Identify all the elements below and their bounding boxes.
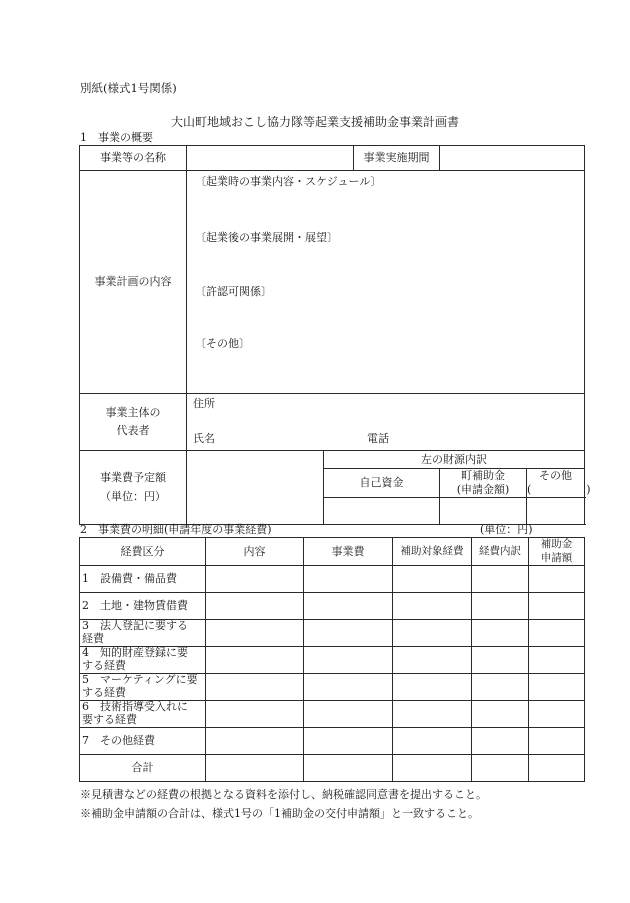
header-content: 内容 <box>206 538 304 566</box>
expense-category-line2: する経費 <box>82 686 126 699</box>
header-project-cost: 事業費 <box>304 538 393 566</box>
header-subsidy-request <box>529 538 585 566</box>
expense-value-cell[interactable] <box>529 647 585 674</box>
period-field[interactable] <box>440 146 585 171</box>
expense-value-cell[interactable] <box>529 620 585 647</box>
expense-category-line1: 1 設備費・備品費 <box>82 571 177 585</box>
business-overview-table <box>79 145 591 525</box>
expense-category-line1: 3 法人登記に要する <box>82 619 188 633</box>
plan-item-other: 〔その他〕 <box>195 337 250 350</box>
representative-label-line2: 代表者 <box>116 424 150 437</box>
table-row <box>80 620 585 647</box>
expense-value-cell[interactable] <box>206 566 304 593</box>
town-subsidy-field[interactable] <box>440 497 527 524</box>
header-eligible-cost: 補助対象経費 <box>393 538 472 566</box>
expense-value-cell[interactable] <box>393 647 472 674</box>
total-cell[interactable] <box>393 755 472 782</box>
period-label: 事業実施期間 <box>354 146 440 171</box>
expense-value-cell[interactable] <box>529 674 585 701</box>
town-subsidy-line1: 町補助金 <box>461 469 505 482</box>
expense-value-cell[interactable] <box>393 701 472 728</box>
budget-label-line2: （単位：円） <box>100 490 166 504</box>
expense-category-line2: 要する経費 <box>82 713 137 726</box>
representative-field[interactable] <box>187 394 585 451</box>
other-funds-line1: その他 <box>539 469 572 482</box>
expense-category-cell <box>80 620 206 647</box>
expense-value-cell[interactable] <box>472 647 529 674</box>
expense-category-cell <box>80 701 206 728</box>
expense-category-cell <box>80 647 206 674</box>
expense-value-cell[interactable] <box>206 620 304 647</box>
document-title: 大山町地域おこし協力隊等起業支援補助金事業計画書 <box>170 115 459 129</box>
expense-value-cell[interactable] <box>304 674 393 701</box>
name-label: 氏名 <box>193 432 215 445</box>
expense-value-cell[interactable] <box>304 647 393 674</box>
expense-value-cell[interactable] <box>529 701 585 728</box>
expense-value-cell[interactable] <box>393 620 472 647</box>
address-label: 住所 <box>193 397 215 410</box>
plan-content-field[interactable] <box>187 171 585 394</box>
own-funds-label: 自己資金 <box>324 469 440 498</box>
total-label: 合計 <box>80 755 206 782</box>
expense-value-cell[interactable] <box>472 593 529 620</box>
representative-label <box>80 394 187 451</box>
expense-value-cell[interactable] <box>529 593 585 620</box>
total-cell[interactable] <box>304 755 393 782</box>
header-subsidy-line2: 申請額 <box>540 551 573 564</box>
expense-value-cell[interactable] <box>472 728 529 755</box>
business-name-field[interactable] <box>187 146 354 171</box>
expense-value-cell[interactable] <box>393 674 472 701</box>
own-funds-field[interactable] <box>324 497 440 524</box>
total-cell[interactable] <box>529 755 585 782</box>
expense-value-cell[interactable] <box>304 728 393 755</box>
budget-amount-field[interactable] <box>187 451 324 525</box>
expense-category-line1: 4 知的財産登録に要 <box>82 646 188 660</box>
plan-item-startup: 〔起業時の事業内容・スケジュール〕 <box>195 175 382 188</box>
plan-item-permits: 〔許認可関係〕 <box>195 285 272 298</box>
section2-unit: (単位：円) <box>480 523 533 536</box>
budget-label-line1: 事業費予定額 <box>100 470 166 484</box>
expense-value-cell[interactable] <box>206 674 304 701</box>
note-attachments: ※見積書などの経費の根拠となる資料を添付し、納税確認同意書を提出すること。 <box>80 788 487 801</box>
budget-label <box>80 451 187 525</box>
total-cell[interactable] <box>206 755 304 782</box>
table-row <box>80 728 585 755</box>
section2-heading: 2 事業費の明細(申請年度の事業経費) <box>80 523 272 536</box>
expense-value-cell[interactable] <box>304 701 393 728</box>
phone-label: 電話 <box>367 432 389 445</box>
other-funds-label <box>527 469 591 498</box>
expense-category-line1: 5 マーケティングに要 <box>82 673 198 687</box>
expense-category-line2: 経費 <box>82 632 104 645</box>
expense-value-cell[interactable] <box>206 593 304 620</box>
note-total-match: ※補助金申請額の合計は、様式1号の「1補助金の交付申請額」と一致すること。 <box>80 807 479 820</box>
expense-category-line2: する経費 <box>82 659 126 672</box>
expense-value-cell[interactable] <box>304 566 393 593</box>
annex-label: 別紙(様式1号関係) <box>80 81 177 95</box>
table-row <box>80 674 585 701</box>
other-funds-field[interactable] <box>527 497 585 524</box>
expense-value-cell[interactable] <box>472 701 529 728</box>
expense-category-line1: 2 土地・建物賃借費 <box>82 598 188 612</box>
expense-category-cell <box>80 566 206 593</box>
expense-category-cell <box>80 593 206 620</box>
expense-value-cell[interactable] <box>393 593 472 620</box>
expense-value-cell[interactable] <box>472 620 529 647</box>
funding-breakdown-header: 左の財源内訳 <box>324 451 585 469</box>
expense-value-cell[interactable] <box>304 593 393 620</box>
header-subsidy-line1: 補助金 <box>540 538 573 551</box>
expense-value-cell[interactable] <box>206 647 304 674</box>
table-row <box>80 701 585 728</box>
plan-item-outlook: 〔起業後の事業展開・展望〕 <box>195 231 338 244</box>
other-funds-line2: ( ) <box>527 482 591 496</box>
expense-category-cell <box>80 674 206 701</box>
table-row <box>80 566 585 593</box>
section1-heading: 1 事業の概要 <box>80 131 153 144</box>
expense-value-cell[interactable] <box>472 674 529 701</box>
header-expense-category: 経費区分 <box>80 538 206 566</box>
expense-value-cell[interactable] <box>529 566 585 593</box>
expense-category-cell <box>80 728 206 755</box>
expense-category-line1: 6 技術指導受入れに <box>82 700 188 714</box>
expense-value-cell[interactable] <box>304 620 393 647</box>
table-row <box>80 593 585 620</box>
expense-value-cell[interactable] <box>206 728 304 755</box>
expense-value-cell[interactable] <box>393 566 472 593</box>
town-subsidy-label <box>440 469 527 498</box>
expense-details-table <box>79 537 585 782</box>
table-row <box>80 647 585 674</box>
header-cost-breakdown: 経費内訳 <box>472 538 529 566</box>
total-cell[interactable] <box>472 755 529 782</box>
expense-value-cell[interactable] <box>393 728 472 755</box>
expense-value-cell[interactable] <box>472 566 529 593</box>
business-name-label: 事業等の名称 <box>80 146 187 171</box>
representative-label-line1: 事業主体の <box>105 406 161 420</box>
expense-value-cell[interactable] <box>206 701 304 728</box>
town-subsidy-line2: (申請金額) <box>456 482 510 496</box>
expense-category-line1: 7 その他経費 <box>82 733 155 747</box>
plan-label: 事業計画の内容 <box>80 171 187 394</box>
expense-value-cell[interactable] <box>529 728 585 755</box>
